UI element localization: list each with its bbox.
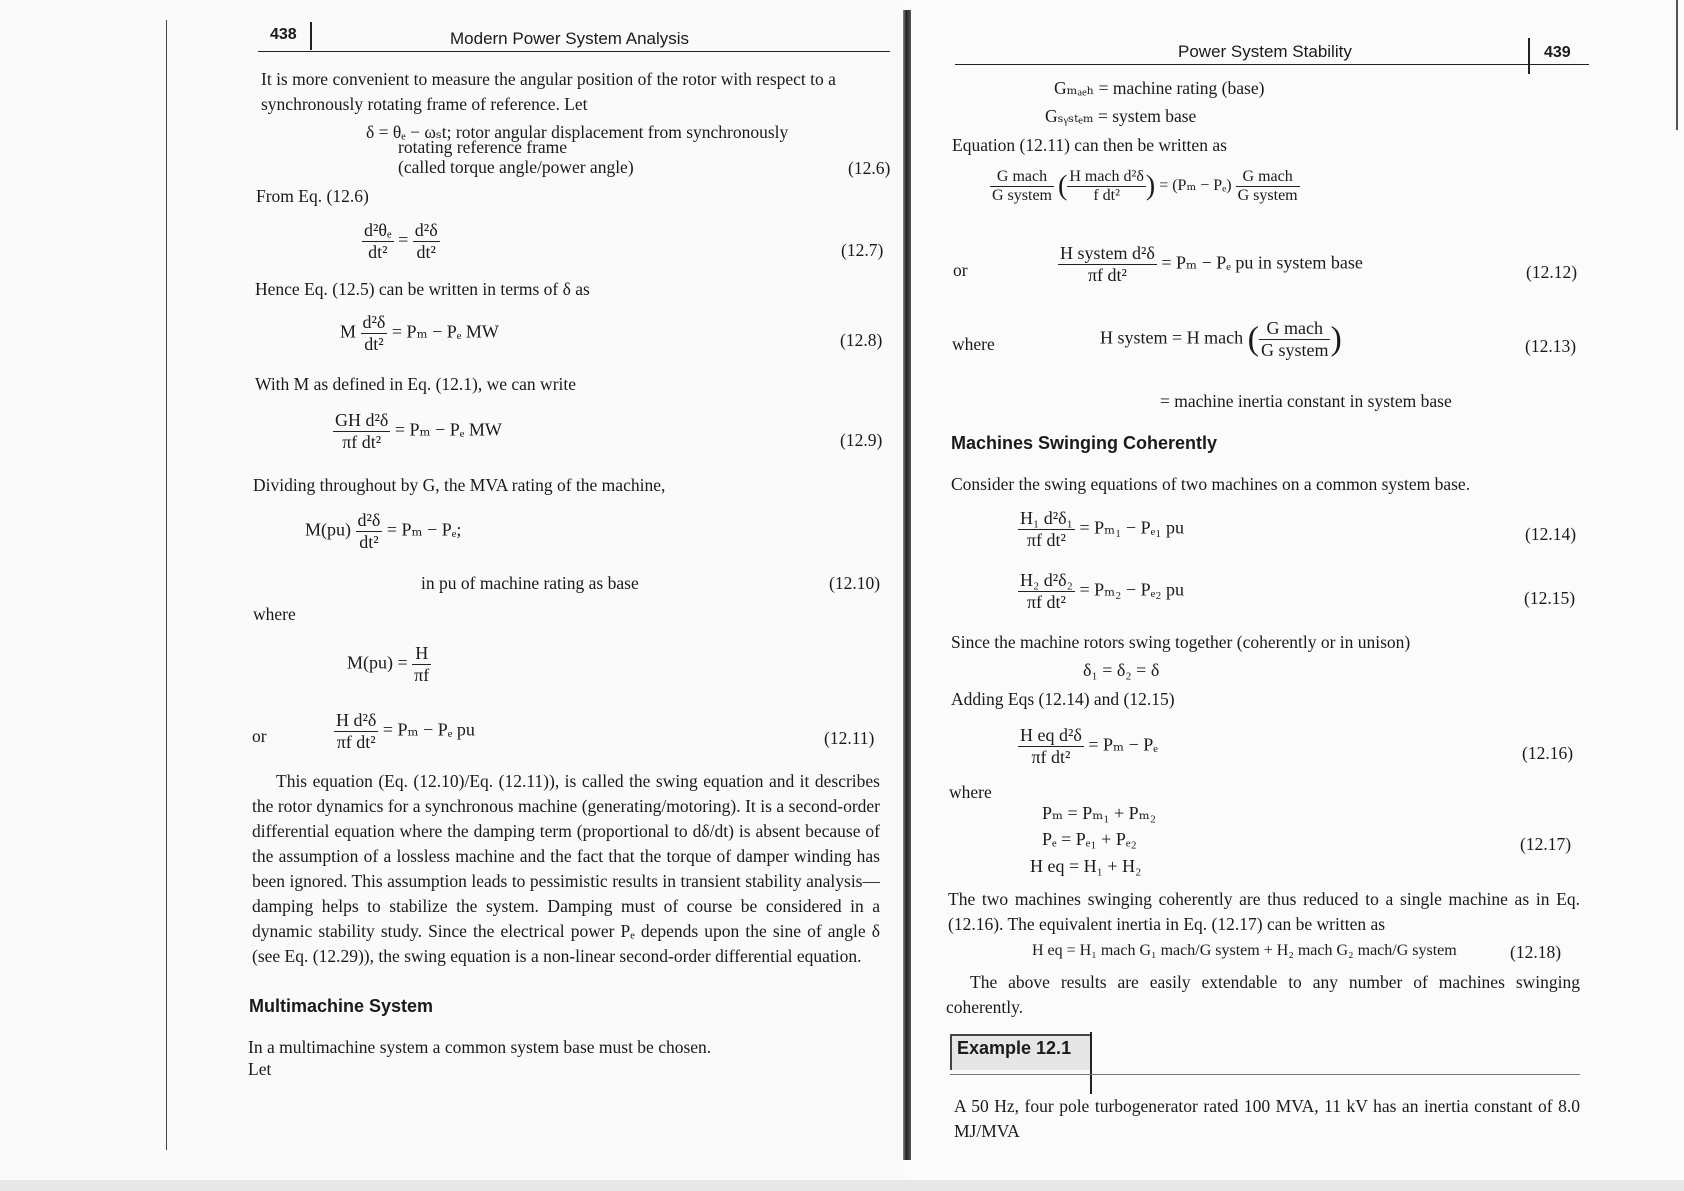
eq-12-17-line1: Pₘ = Pₘ₁ + Pₘ₂	[1042, 803, 1157, 823]
eq-12-15-rhs: = Pₘ₂ − Pₑ₂ pu	[1079, 579, 1184, 600]
eq-number-12-10: (12.10)	[829, 573, 881, 593]
eq-number-12-17: (12.17)	[1520, 834, 1572, 854]
eq-12-16	[1018, 725, 1158, 768]
eq-number-12-15: (12.15)	[1524, 588, 1576, 608]
page-edge-line-right	[1676, 0, 1678, 130]
eq-12-16-frac-num: H eq d²δ	[1020, 725, 1082, 745]
consider-paragraph: Consider the swing equations of two machines on a common system base.	[951, 474, 1471, 494]
eq-12-12	[1058, 243, 1363, 286]
g-mach-definition: Gₘₐₑₕ = machine rating (base)	[1054, 78, 1265, 98]
page-edge-line	[166, 20, 167, 1150]
multimachine-paragraph: In a multimachine system a common system base must be chosen.	[248, 1037, 712, 1057]
example-paragraph: A 50 Hz, four pole turbogenerator rated 100 MVA, 11 kV has an inertia constant of 8.0 MJ/MVA	[954, 1096, 1580, 1141]
right-header-tick	[1528, 38, 1530, 74]
eq-12-10	[305, 510, 461, 553]
where-text-right: where	[952, 334, 995, 354]
eq-number-12-7: (12.7)	[841, 240, 884, 260]
eq-12-9-rhs: = Pₘ − Pₑ MW	[394, 419, 502, 440]
heading-multimachine-system: Multimachine System	[249, 996, 434, 1016]
eq-12-11-frac-den: πf dt²	[336, 732, 376, 752]
eq-12-9-frac-num: GH d²δ	[335, 410, 389, 430]
eq-12-17-line2: Pₑ = Pₑ₁ + Pₑ₂	[1042, 829, 1137, 849]
eq-number-12-12: (12.12)	[1526, 262, 1578, 282]
equation-can-text: Equation (12.11) can then be written as	[952, 135, 1227, 155]
eqA-frac1-den: G system	[992, 187, 1052, 204]
eq-number-12-8: (12.8)	[840, 330, 883, 350]
eqA-mid: = (Pₘ − Pₑ)	[1159, 177, 1232, 195]
eq-12-11-frac-num: H d²δ	[336, 710, 377, 730]
eqA-frac3-den: G system	[1237, 187, 1298, 204]
eqA-frac2-num: H mach d²δ	[1069, 168, 1144, 185]
mpu-lhs: M(pu) =	[347, 652, 408, 673]
delta-equality: δ₁ = δ₂ = δ	[1083, 660, 1160, 680]
eq-12-7: $\frac{\text{d²θₑ}}{\text{dt²}}$ = $\frac{\text{d²δ}}{\text{dt²}}$	[364, 220, 438, 262]
eqA-frac2-den: f dt²	[1093, 187, 1120, 204]
eq-12-18: H eq = H₁ mach G₁ mach/G system + H₂ mach G₂ mach/G system	[1032, 942, 1457, 959]
let-text: Let	[248, 1059, 272, 1079]
eq-12-11-rhs: = Pₘ − Pₑ pu	[382, 719, 475, 740]
eq-12-8-rhs: = Pₘ − Pₑ MW	[391, 321, 499, 342]
example-rule	[950, 1074, 1580, 1075]
eq-12-12-frac-den: πf dt²	[1087, 265, 1127, 285]
eq-12-8	[340, 312, 499, 355]
example-label: Example 12.1	[957, 1038, 1072, 1058]
eq-12-8-frac-den: dt²	[364, 334, 384, 354]
left-page-number: 438	[270, 26, 297, 43]
eq-12-7-lhs-num: d²θₑ	[364, 220, 392, 240]
eq-12-13-frac-num: G mach	[1259, 318, 1331, 340]
from-eq-text: From Eq. (12.6)	[256, 186, 369, 206]
eq-number-12-11: (12.11)	[824, 728, 875, 748]
eq-12-17-line3: H eq = H₁ + H₂	[1030, 856, 1142, 876]
eq-12-7-rhs-num: d²δ	[414, 220, 438, 240]
eq-12-13-note: = machine inertia constant in system base	[1160, 391, 1452, 411]
eq-12-6-line3: (called torque angle/power angle)	[398, 157, 634, 177]
eq-number-12-9: (12.9)	[840, 430, 883, 450]
eq-12-14	[1018, 508, 1184, 551]
adding-text: Adding Eqs (12.14) and (12.15)	[951, 689, 1175, 709]
eqA-frac1-num: G mach	[990, 168, 1054, 187]
eq-mpu	[347, 643, 431, 686]
hence-text: Hence Eq. (12.5) can be written in terms of δ as	[255, 279, 590, 299]
eq-12-10-rhs: = Pₘ − Pₑ;	[386, 519, 462, 540]
eq-12-10-note: in pu of machine rating as base	[421, 573, 639, 593]
eq-12-10-frac-num: d²δ	[357, 510, 381, 530]
left-header-rule	[258, 51, 890, 52]
eq-12-13: H system = H mach ( $\frac{\text{G mach}}{\text{G system}}$ )	[1100, 318, 1342, 360]
eq-12-12-rhs: = Pₘ − Pₑ pu in system base	[1161, 252, 1363, 273]
eq-12-13-lhs: H system = H mach	[1100, 327, 1244, 348]
eq-12-15	[1018, 570, 1184, 613]
left-paragraph-intro: It is more convenient to measure the angular position of the rotor with respect to a synchronously rotating frame of reference. Let	[261, 69, 836, 114]
eq-number-12-16: (12.16)	[1522, 743, 1574, 763]
above-results-paragraph: The above results are easily extendable to any number of machines swinging coherently.	[946, 972, 1580, 1017]
eq-12-11	[334, 710, 475, 753]
eq-12-14-frac-num: H₁ d²δ₁	[1020, 508, 1073, 528]
eqA-frac3-num: G mach	[1236, 168, 1300, 187]
eq-12-10-frac-den: dt²	[359, 532, 379, 552]
left-running-header: Modern Power System Analysis	[450, 29, 690, 48]
right-page-number: 439	[1544, 44, 1571, 61]
eq-number-12-14: (12.14)	[1525, 524, 1577, 544]
book-gutter	[903, 10, 911, 1160]
eq-12-14-rhs: = Pₘ₁ − Pₑ₁ pu	[1079, 517, 1184, 538]
with-m-text: With M as defined in Eq. (12.1), we can write	[255, 374, 577, 394]
right-header-rule	[955, 64, 1589, 65]
swing-equation-paragraph: This equation (Eq. (12.10)/Eq. (12.11)), is called the swing equation and it describes the rotor dynamics for a synchronous machine (generating/motoring). It is a second-order differential equation where the damping term (proportional to dδ/dt) is absent because of the assumption of a lossless machine and the fact that the torque of damper winding has been ignored. This assumption leads to pessimistic results in transient stability analysis—damping helps to stabilize the system. Damping must of course be considered in a dynamic stability study. Since the electrical power Pₑ depends upon the sine of angle δ (see Eq. (12.29)), the swing equation is a non-linear second-order differential equation.	[252, 771, 880, 966]
eq-12-9	[333, 410, 502, 453]
dividing-text: Dividing throughout by G, the MVA rating of the machine,	[253, 475, 666, 495]
eq-12-14-frac-den: πf dt²	[1026, 530, 1066, 550]
eq-12-16-frac-den: πf dt²	[1031, 747, 1071, 767]
or-text-left: or	[252, 726, 267, 746]
right-running-header: Power System Stability	[1178, 42, 1352, 61]
example-tick	[1090, 1032, 1092, 1094]
bottom-shadow	[0, 1180, 1684, 1191]
eq-12-16-rhs: = Pₘ − Pₑ	[1088, 734, 1158, 755]
mpu-den: πf	[414, 665, 430, 685]
heading-machines-swinging-coherently: Machines Swinging Coherently	[951, 433, 1218, 453]
left-header-tick	[310, 22, 312, 50]
mpu-num: H	[412, 643, 431, 665]
eq-number-12-6: (12.6)	[848, 158, 891, 178]
eq-12-15-frac-den: πf dt²	[1026, 592, 1066, 612]
eq-12-7-lhs-den: dt²	[368, 242, 388, 262]
eq-number-12-18: (12.18)	[1510, 942, 1562, 962]
eq-12-6-line1: δ = θₑ − ωₛt; rotor angular displacement from synchronously	[366, 122, 789, 142]
where-text-left: where	[253, 604, 296, 624]
eq-12-7-rhs-den: dt²	[416, 242, 436, 262]
eq-number-12-13: (12.13)	[1525, 336, 1577, 356]
g-system-definition: Gₛᵧₛₜₑₘ = system base	[1045, 106, 1197, 126]
two-machines-paragraph: The two machines swinging coherently are thus reduced to a single machine as in Eq. (12.16). The equivalent inertia in Eq. (12.17) can be written as	[948, 889, 1580, 934]
or-text-right: or	[953, 260, 968, 280]
eq-12-8-m: M	[340, 321, 357, 342]
eq-system-base: $\frac{\text{G mach}}{\text{G system}}$ ( $\frac{\text{H mach d²δ}}{\text{f dt²}}$ ) = (Pₘ − Pₑ) $\frac{\text{G mach}}{\text{G system}}$	[992, 168, 1298, 204]
eq-12-15-frac-num: H₂ d²δ₂	[1020, 570, 1073, 590]
eq-12-13-frac-den: G system	[1260, 340, 1329, 360]
since-paragraph: Since the machine rotors swing together (coherently or in unison)	[951, 632, 1411, 652]
eq-12-6-line2: rotating reference frame	[398, 137, 568, 157]
where-text-right-2: where	[949, 782, 992, 802]
eq-12-9-frac-den: πf dt²	[342, 432, 382, 452]
eq-12-12-frac-num: H system d²δ	[1060, 243, 1155, 263]
eq-12-10-lhs: M(pu)	[305, 519, 351, 540]
eq-12-8-frac-num: d²δ	[362, 312, 386, 332]
